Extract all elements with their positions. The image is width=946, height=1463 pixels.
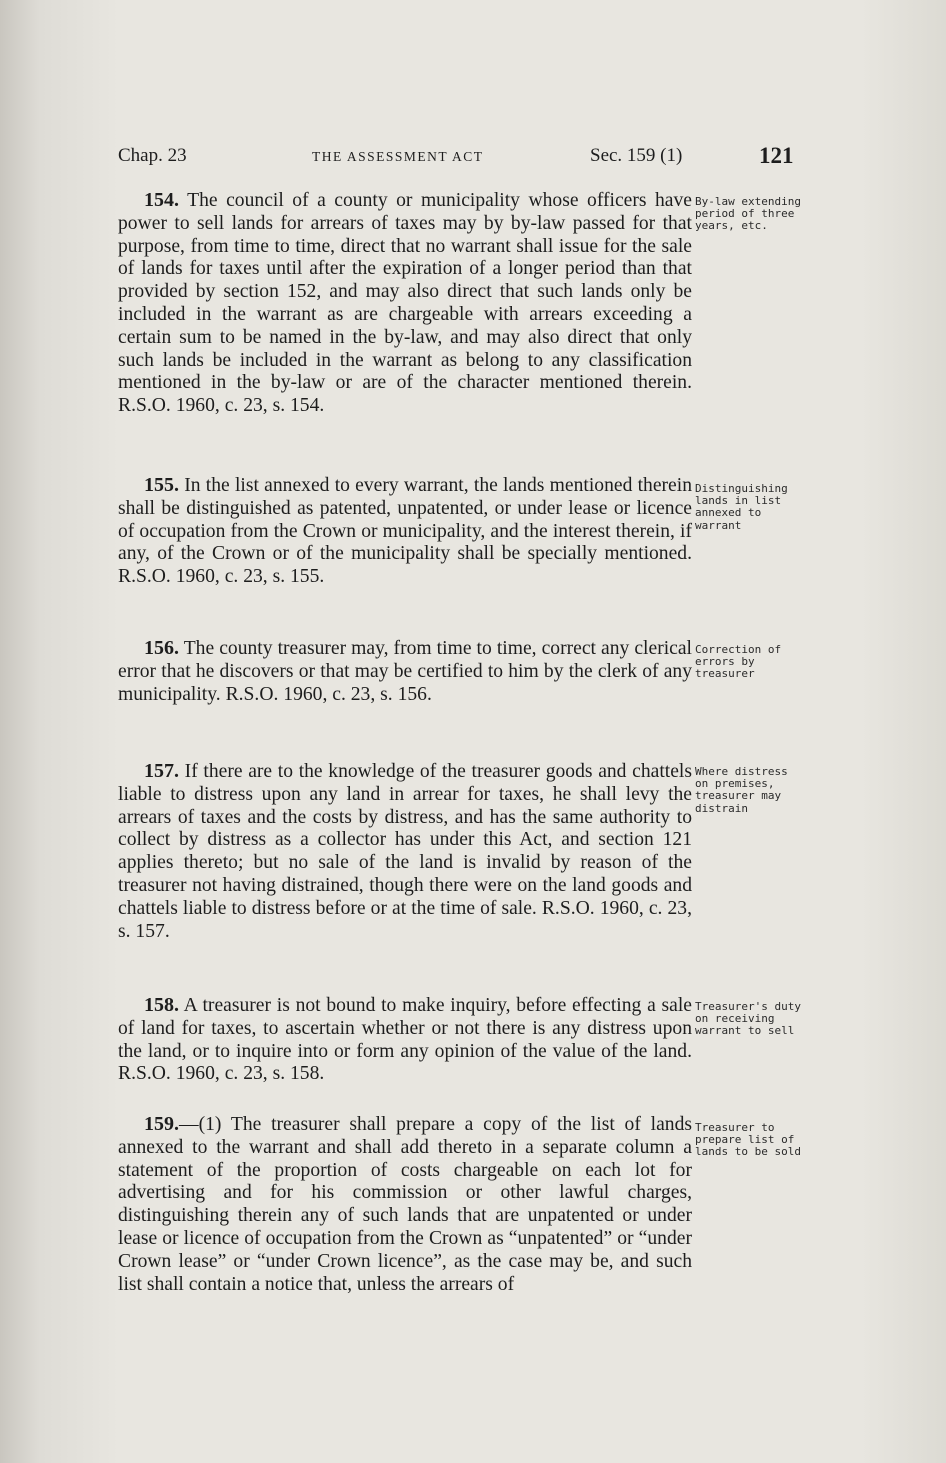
section-159 bbox=[118, 1113, 692, 1296]
section-paragraph bbox=[118, 760, 692, 943]
section-text: —(1) The treasurer shall prepare a copy of the list of lands annexed to the warrant and shall add thereto in a separate column a statement of the proportion of costs chargeable on each lot for advertising and for his commission or other lawful charges, distinguishing therein any of such lands that are unpatented or under lease or licence of occupation from the Crown as “unpatented” or “under Crown lease” or “under Crown licence”, as the case may be, and such list shall contain a notice that, unless the arrears of bbox=[118, 1114, 692, 1295]
section-number: 154. bbox=[144, 189, 179, 211]
act-title: THE ASSESSMENT ACT bbox=[312, 149, 484, 164]
section-paragraph bbox=[118, 994, 692, 1086]
section-158 bbox=[118, 994, 692, 1086]
section-text: A treasurer is not bound to make inquiry, before effecting a sale of land for taxes, to ascertain whether or not there is any distress upon the land, or to inquire into or form any opinion of the value of the land. R.S.O. 1960, c. 23, s. 158. bbox=[118, 995, 692, 1085]
margin-note-159: Treasurer to prepare list of lands to be sold bbox=[695, 1121, 801, 1159]
margin-note-157: Where distress on premises, treasurer may distrain bbox=[695, 765, 788, 815]
section-number: 158. bbox=[144, 994, 179, 1016]
section-number: 155. bbox=[144, 474, 179, 496]
section-paragraph bbox=[118, 474, 692, 589]
chapter-label: Chap. 23 bbox=[118, 145, 187, 166]
section-155 bbox=[118, 474, 692, 589]
page-number: 121 bbox=[759, 143, 794, 168]
section-reference: Sec. 159 (1) bbox=[590, 145, 683, 166]
section-paragraph bbox=[118, 637, 692, 706]
section-156 bbox=[118, 637, 692, 706]
section-text: In the list annexed to every warrant, the lands mentioned therein shall be distinguished as patented, unpatented, or under lease or licence of occupation from the Crown or municipality, and the interest therein, if any, of the Crown or of the municipality shall be specially mentioned. R.S.O. 1960, c. 23, s. 155. bbox=[118, 475, 692, 588]
section-number: 156. bbox=[144, 637, 179, 659]
section-number: 157. bbox=[144, 760, 179, 782]
margin-note-154: By-law extending period of three years, etc. bbox=[695, 195, 801, 233]
section-157 bbox=[118, 760, 692, 943]
margin-note-155: Distinguishing lands in list annexed to warrant bbox=[695, 482, 788, 532]
section-text: If there are to the knowledge of the treasurer goods and chattels liable to distress upon any land in arrear for taxes, he shall levy the arrears of taxes and the costs by distress, and has the same authority to collect by distress as a collector has under this Act, and section 121 applies thereto; but no sale of the land is invalid by reason of the treasurer not having distrained, though there were on the land goods and chattels liable to distress before or at the time of sale. R.S.O. 1960, c. 23, s. 157. bbox=[118, 761, 692, 942]
section-text: The council of a county or municipality whose officers have power to sell lands for arrears of taxes may by by-law passed for that purpose, from time to time, direct that no warrant shall issue for the sale of lands for taxes until after the expiration of a longer period than that provided by section 152, and may also direct that such lands only be included in the warrant as are chargeable with arrears exceeding a certain sum to be named in the by-law, and may also direct that only such lands be included in the warrant as belong to any classification mentioned in the by-law or are of the character mentioned therein. R.S.O. 1960, c. 23, s. 154. bbox=[118, 190, 693, 417]
running-header bbox=[118, 143, 808, 177]
section-number: 159. bbox=[144, 1113, 179, 1135]
section-154 bbox=[118, 189, 692, 418]
margin-note-158: Treasurer's duty on receiving warrant to sell bbox=[695, 1000, 801, 1038]
section-paragraph bbox=[118, 189, 692, 418]
section-paragraph bbox=[118, 1113, 692, 1296]
margin-note-156: Correction of errors by treasurer bbox=[695, 643, 782, 681]
section-text: The county treasurer may, from time to time, correct any clerical error that he discovers or that may be certified to him by the clerk of any municipality. R.S.O. 1960, c. 23, s. 156. bbox=[118, 638, 693, 705]
